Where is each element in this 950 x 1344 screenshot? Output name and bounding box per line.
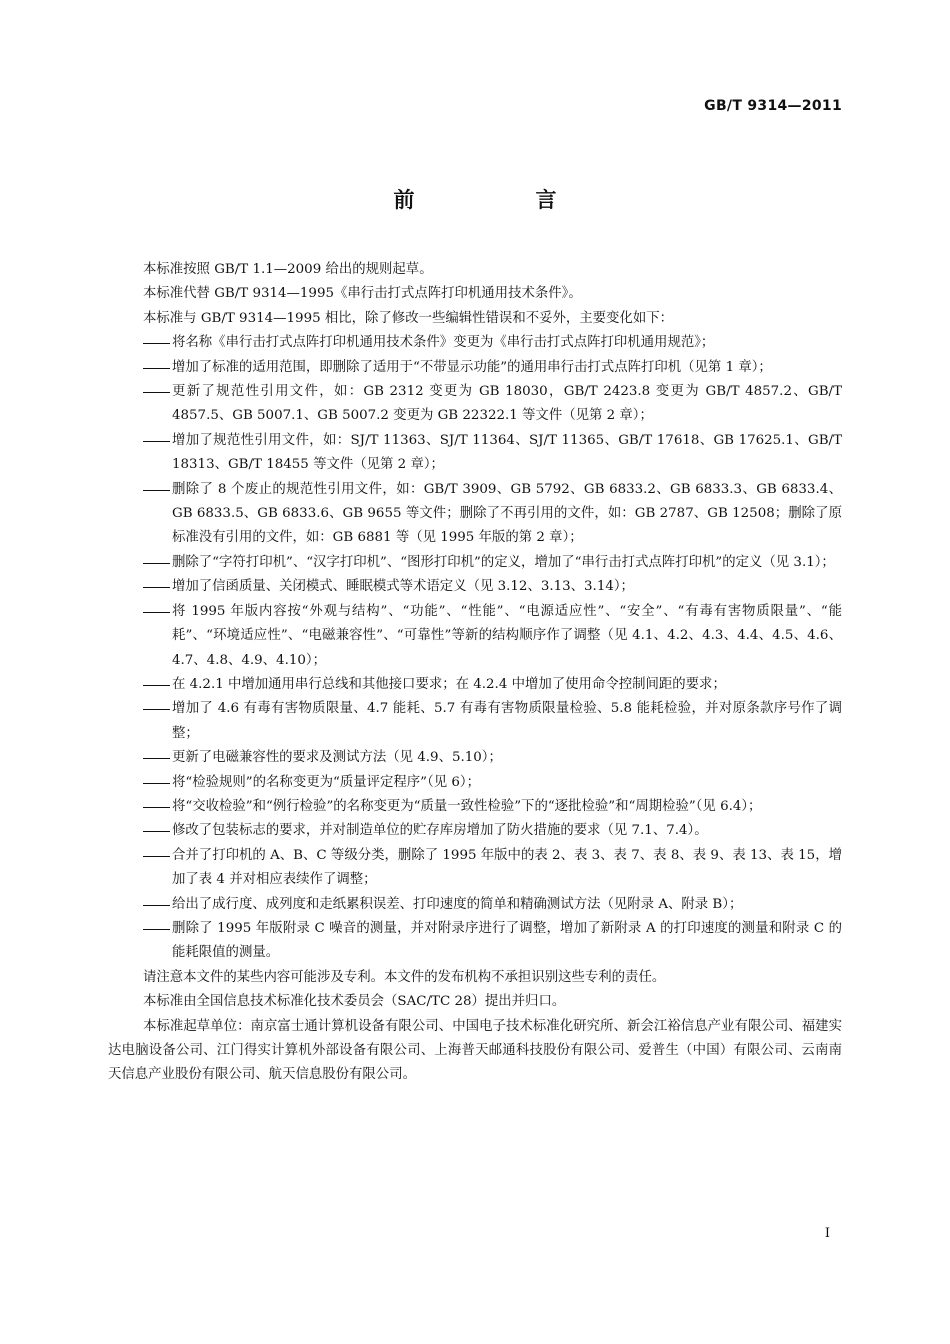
- change-text: 将名称《串行击打式点阵打印机通用技术条件》变更为《串行击打式点阵打印机通用规范》；: [172, 335, 715, 351]
- change-item: [108, 600, 842, 673]
- change-text: 更新了电磁兼容性的要求及测试方法（见 4.9、5.10）；: [172, 750, 502, 766]
- change-text: 给出了成行度、成列度和走纸累积误差、打印速度的简单和精确测试方法（见附录 A、附录 B）；: [172, 896, 743, 912]
- change-item: [108, 893, 842, 917]
- change-text: 删除了 8 个废止的规范性引用文件，如：GB/T 3909、GB 5792、GB 6833.2、GB 6833.3、GB 6833.4、GB 6833.5、GB 6833.6、GB 9655 等文件；删除了不再引用的文件，如：GB 2787、GB 12508；删除了原标准没有引用的文件，如：GB 6881 等（见 1995 年版的第 2 章）；: [172, 481, 842, 546]
- standard-code: GB/T 9314—2011: [704, 98, 842, 114]
- change-text: 增加了 4.6 有毒有害物质限量、4.7 能耗、5.7 有毒有害物质限量检验、5.8 能耗检验，并对原条款序号作了调整；: [172, 701, 842, 741]
- change-item: [108, 819, 842, 843]
- change-item: [108, 771, 842, 795]
- change-text: 合并了打印机的 A、B、C 等级分类，删除了 1995 年版中的表 2、表 3、表 7、表 8、表 9、表 13、表 15，增加了表 4 并对相应表续作了调整；: [172, 847, 842, 888]
- page-title: 前 言: [393, 188, 607, 212]
- change-item: [108, 551, 842, 575]
- change-text: 将 1995 年版内容按“外观与结构”、“功能”、“性能”、“电源适应性”、“安全”、“有毒有害物质限量”、“能耗”、“环境适应性”、“电磁兼容性”、“可靠性”等新的结构顺序作了调整（见 4.1、4.2、4.3、4.4、4.5、4.6、4.7、4.8、4.9、4.10）；: [172, 603, 842, 668]
- paragraph: 本标准与 GB/T 9314—1995 相比，除了修改一些编辑性错误和不妥外，主要变化如下：: [143, 310, 674, 326]
- change-item: [108, 795, 842, 819]
- change-item: [108, 844, 842, 893]
- change-text: 增加了信函质量、关闭模式、睡眠模式等术语定义（见 3.12、3.13、3.14）；: [172, 579, 634, 595]
- change-text: 删除了“字符打印机”、“汉字打印机”、“图形打印机”的定义，增加了“串行击打式点阵打印机”的定义（见 3.1）；: [172, 554, 835, 570]
- change-text: 增加了规范性引用文件，如：SJ/T 11363、SJ/T 11364、SJ/T 11365、GB/T 17618、GB 17625.1、GB/T 18313、GB/T 18455 等文件（见第 2 章）；: [172, 432, 842, 473]
- change-text: 增加了标准的适用范围，即删除了适用于“不带显示功能”的通用串行击打式点阵打印机（见第 1 章）；: [172, 359, 772, 375]
- change-text: 修改了包装标志的要求，并对制造单位的贮存库房增加了防火措施的要求（见 7.1、7.4）。: [172, 823, 708, 839]
- change-text: 在 4.2.1 中增加通用串行总线和其他接口要求；在 4.2.4 中增加了使用命令控制间距的要求；: [172, 676, 726, 692]
- change-item: [108, 331, 842, 355]
- change-text: 将“交收检验”和“例行检验”的名称变更为“质量一致性检验”下的“逐批检验”和“周期检验”（见 6.4）；: [172, 798, 762, 814]
- document-body: [108, 258, 842, 1088]
- paragraph: 本标准由全国信息技术标准化技术委员会（SAC/TC 28）提出并归口。: [143, 994, 566, 1010]
- change-item: [108, 917, 842, 966]
- change-item: [108, 356, 842, 380]
- paragraph: 本标准起草单位：南京富士通计算机设备有限公司、中国电子技术标准化研究所、新会江裕信息产业有限公司、福建实达电脑设备公司、江门得实计算机外部设备有限公司、上海普天邮通科技股份有限公司、爱普生（中国）有限公司、云南南天信息产业股份有限公司、航天信息股份有限公司。: [108, 1018, 842, 1083]
- page-number: I: [824, 1226, 830, 1241]
- change-item: [108, 673, 842, 697]
- change-item: [108, 575, 842, 599]
- change-item: [108, 697, 842, 746]
- change-text: 删除了 1995 年版附录 C 噪音的测量，并对附录序进行了调整，增加了新附录 A 的打印速度的测量和附录 C 的能耗限值的测量。: [172, 920, 842, 961]
- paragraph: 本标准代替 GB/T 9314—1995《串行击打式点阵打印机通用技术条件》。: [143, 286, 582, 302]
- change-item: [108, 746, 842, 770]
- paragraph: 本标准按照 GB/T 1.1—2009 给出的规则起草。: [143, 262, 433, 277]
- change-item: [108, 380, 842, 429]
- change-text: 将“检验规则”的名称变更为“质量评定程序”（见 6）；: [172, 774, 480, 790]
- paragraph: 请注意本文件的某些内容可能涉及专利。本文件的发布机构不承担识别这些专利的责任。: [143, 969, 666, 985]
- change-text: 更新了规范性引用文件，如：GB 2312 变更为 GB 18030，GB/T 2423.8 变更为 GB/T 4857.2、GB/T 4857.5、GB 5007.1、GB 5007.2 变更为 GB 22322.1 等文件（见第 2 章）；: [172, 384, 842, 424]
- change-item: [108, 478, 842, 551]
- change-item: [108, 429, 842, 478]
